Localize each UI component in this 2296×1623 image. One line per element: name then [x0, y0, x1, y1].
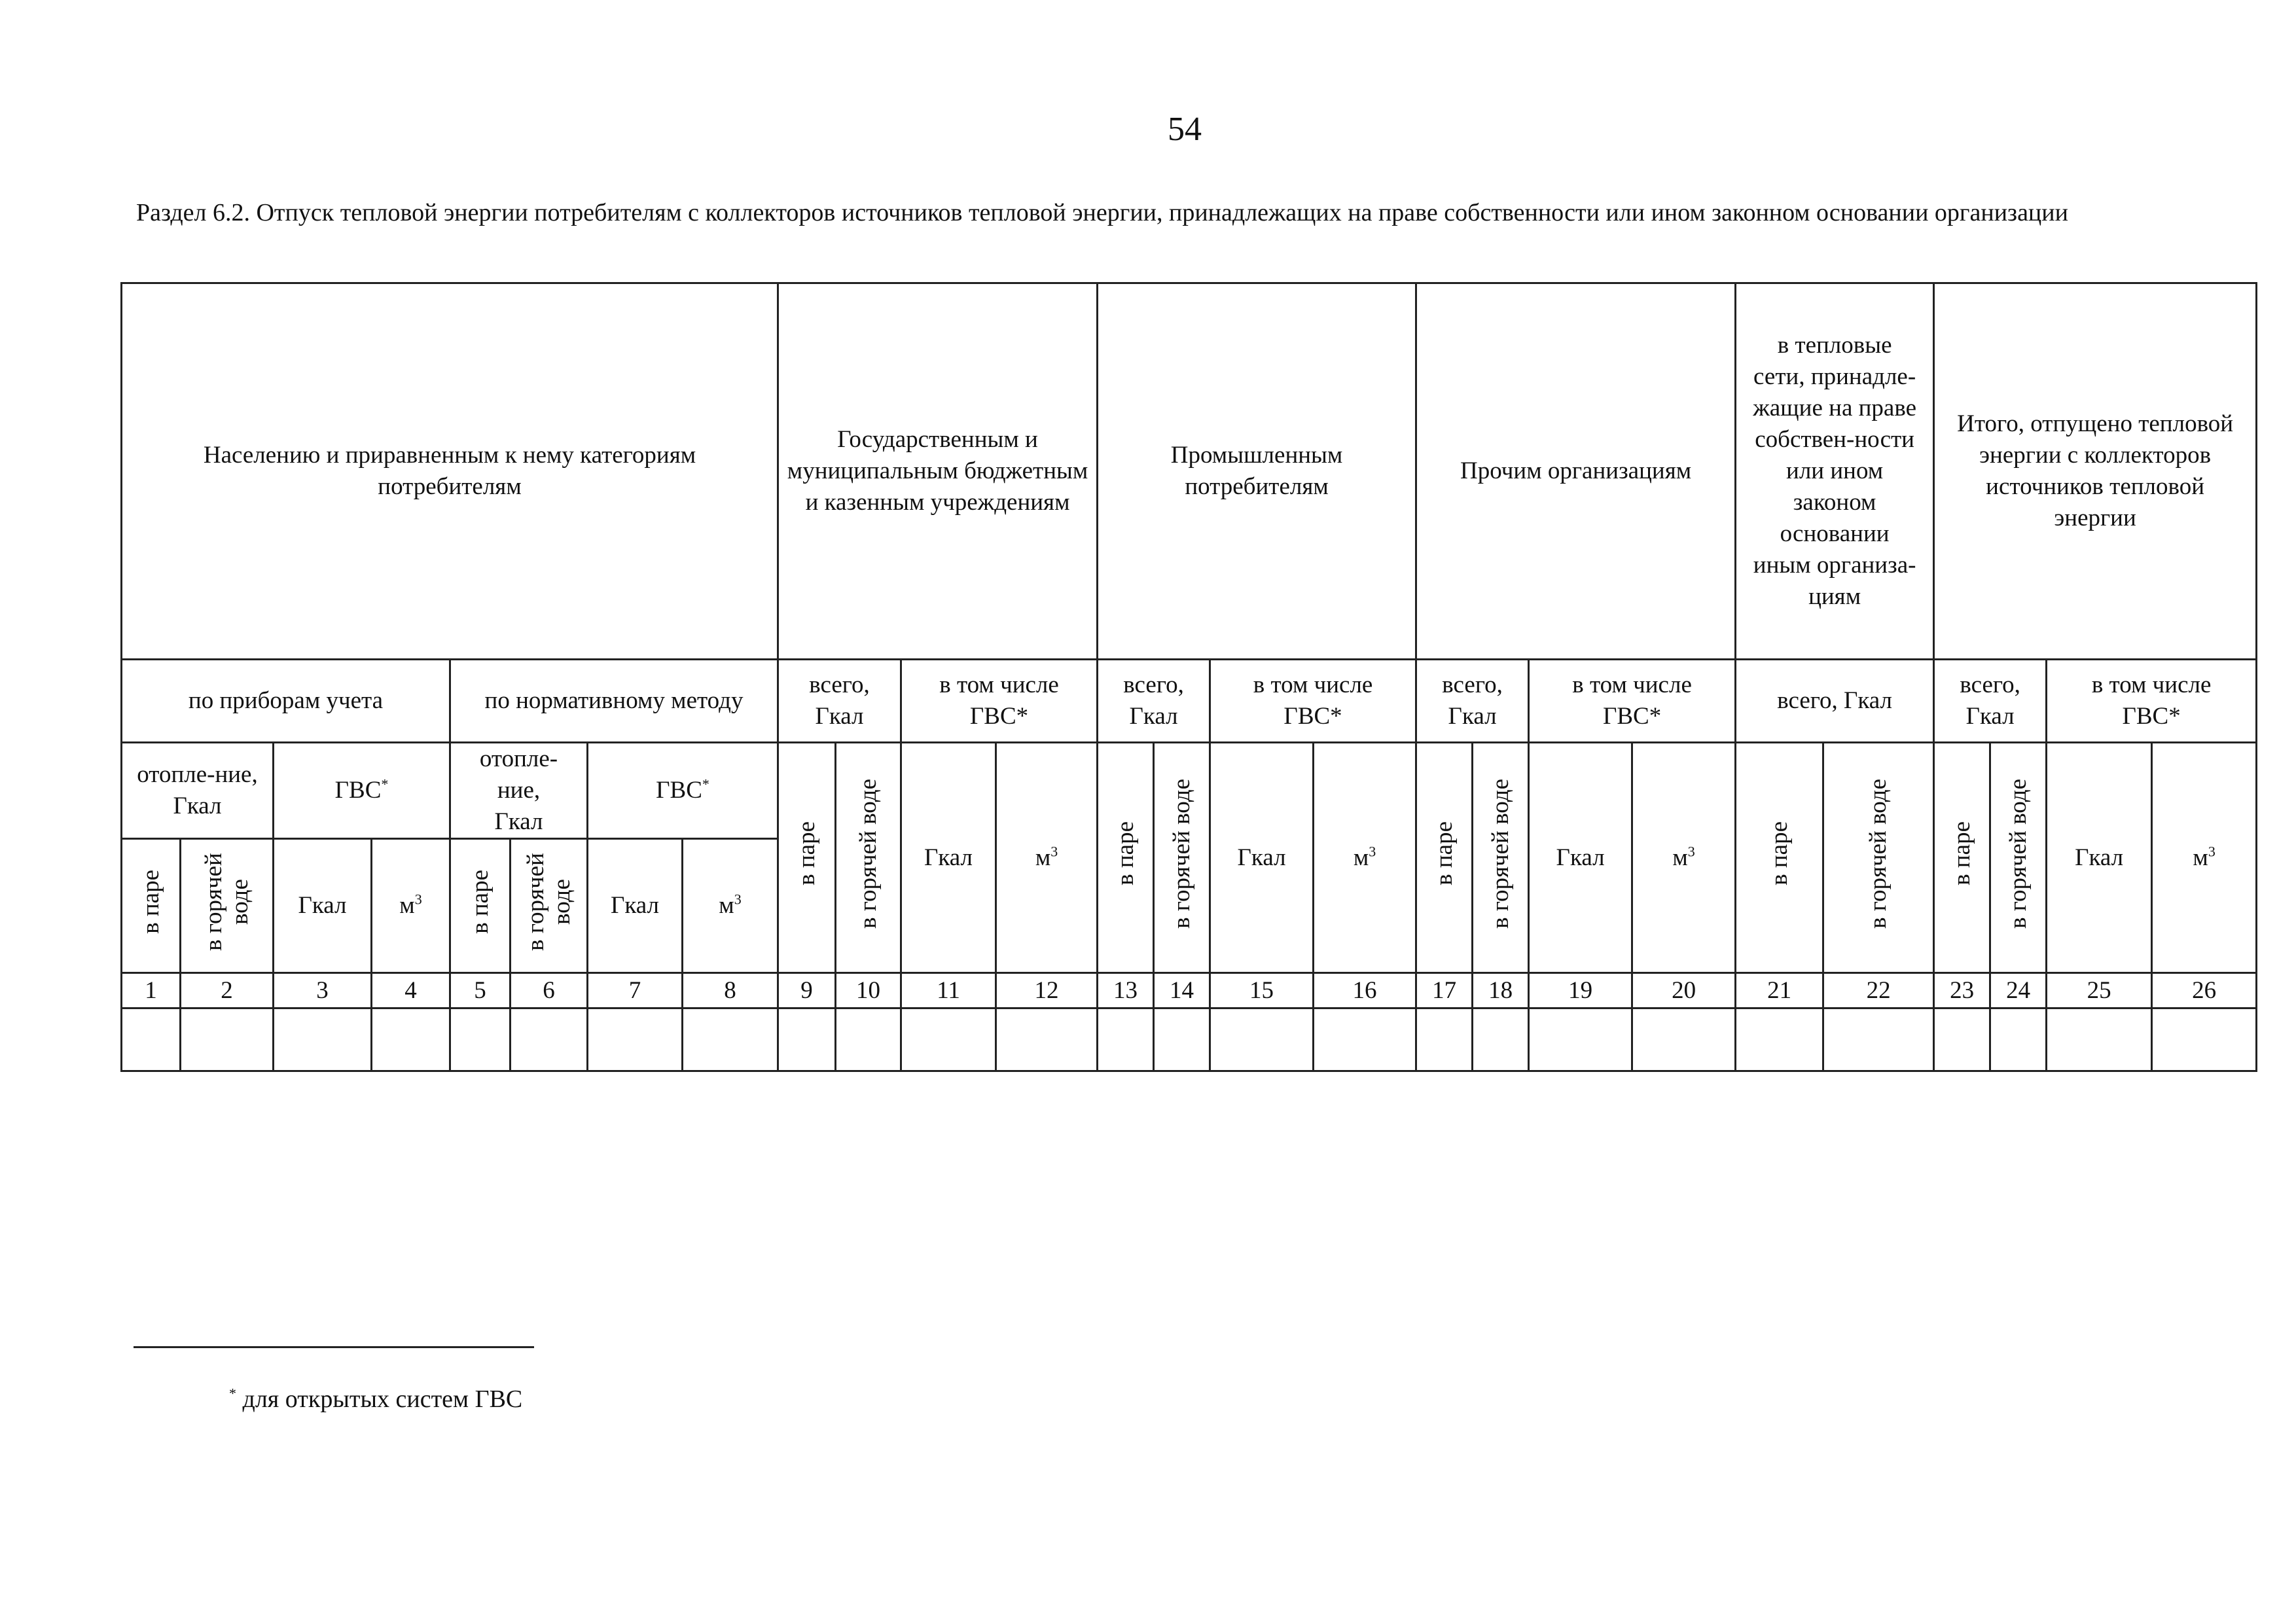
meters-gvs	[274, 743, 450, 839]
header-population: Населению и приравненным к нему категориям потребителям	[122, 283, 778, 660]
column-number: 3	[274, 973, 372, 1008]
meters-heating-gcal: отопле-ние, Гкал	[122, 743, 274, 839]
meters-gvs-star: *	[381, 776, 389, 793]
other-in-steam-label: в паре	[1430, 821, 1458, 885]
norm-m3-sup: 3	[734, 891, 742, 908]
state-gvs-gcal: Гкал	[901, 743, 996, 973]
column-number: 18	[1473, 973, 1529, 1008]
data-cell[interactable]	[1632, 1008, 1736, 1071]
meters-m3-sup: 3	[414, 891, 422, 908]
data-cell[interactable]	[2152, 1008, 2257, 1071]
total-gvs-gcal: Гкал	[2047, 743, 2152, 973]
column-number: 24	[1990, 973, 2047, 1008]
header-heat-networks: в тепловые сети, принадле-жащие на праве собствен-ности или ином законом основании иным организа-циям	[1736, 283, 1934, 660]
column-number: 25	[2047, 973, 2152, 1008]
column-number: 2	[181, 973, 274, 1008]
meters-heating-in-hot-water	[181, 839, 274, 973]
column-number: 20	[1632, 973, 1736, 1008]
state-in-hot-water-label: в горячей воде	[854, 778, 882, 929]
header-industrial: Промышленным потребителям	[1098, 283, 1416, 660]
total-in-hot-water	[1990, 743, 2047, 973]
data-cell[interactable]	[1473, 1008, 1529, 1071]
data-cell[interactable]	[1529, 1008, 1632, 1071]
total-m3-label: м	[2193, 844, 2208, 871]
meters-gvs-m3	[372, 839, 450, 973]
norm-gvs	[588, 743, 778, 839]
data-cell[interactable]	[1154, 1008, 1210, 1071]
subheader-by-meters: по приборам учета	[122, 660, 450, 743]
networks-in-steam-label: в паре	[1765, 821, 1793, 885]
industrial-in-hot-water	[1154, 743, 1210, 973]
data-entry-row	[122, 1008, 2257, 1071]
data-cell[interactable]	[1736, 1008, 1823, 1071]
column-number: 19	[1529, 973, 1632, 1008]
industrial-total-gcal: всего, Гкал	[1098, 660, 1210, 743]
data-cell[interactable]	[836, 1008, 901, 1071]
other-in-steam	[1416, 743, 1473, 973]
column-numbers-row	[122, 973, 2257, 1008]
norm-gvs-label: ГВС	[656, 777, 702, 804]
meters-gvs-gcal: Гкал	[274, 839, 372, 973]
data-cell[interactable]	[1823, 1008, 1934, 1071]
data-cell[interactable]	[450, 1008, 511, 1071]
other-m3-sup: 3	[1687, 843, 1695, 860]
total-in-steam-label: в паре	[1948, 821, 1975, 885]
header-state-institutions: Государственным и муниципальным бюджетным и казенным учреждениям	[778, 283, 1098, 660]
other-gvs-m3	[1632, 743, 1736, 973]
other-m3-label: м	[1672, 844, 1688, 871]
state-total-gcal: всего, Гкал	[778, 660, 901, 743]
total-in-steam	[1934, 743, 1990, 973]
total-incl-gvs: в том числе ГВС*	[2047, 660, 2257, 743]
column-number: 8	[683, 973, 778, 1008]
column-number: 5	[450, 973, 511, 1008]
meters-m3-label: м	[399, 892, 415, 919]
data-cell[interactable]	[588, 1008, 683, 1071]
column-number: 14	[1154, 973, 1210, 1008]
data-cell[interactable]	[778, 1008, 836, 1071]
state-in-steam-label: в паре	[793, 821, 820, 885]
norm-in-steam-label: в паре	[466, 869, 493, 934]
meters-in-hot-water-label: в горячей воде	[200, 852, 253, 951]
data-cell[interactable]	[683, 1008, 778, 1071]
state-m3-label: м	[1035, 844, 1051, 871]
data-cell[interactable]	[1990, 1008, 2047, 1071]
industrial-in-steam-label: в паре	[1111, 821, 1139, 885]
data-cell[interactable]	[1314, 1008, 1416, 1071]
column-number: 1	[122, 973, 181, 1008]
other-incl-gvs: в том числе ГВС*	[1529, 660, 1736, 743]
page-number: 54	[1168, 111, 1202, 148]
networks-in-hot-water	[1823, 743, 1934, 973]
meters-in-steam-label: в паре	[137, 869, 164, 934]
data-cell[interactable]	[1934, 1008, 1990, 1071]
data-cell[interactable]	[901, 1008, 996, 1071]
data-cell[interactable]	[372, 1008, 450, 1071]
norm-gvs-gcal: Гкал	[588, 839, 683, 973]
total-gvs-m3	[2152, 743, 2257, 973]
header-total-released: Итого, отпущено тепловой энергии с коллекторов источников тепловой энергии	[1934, 283, 2257, 660]
meters-heating-in-steam	[122, 839, 181, 973]
footnote-text: для открытых систем ГВС	[242, 1385, 523, 1413]
data-cell[interactable]	[996, 1008, 1098, 1071]
norm-heating-gcal: отопле-ние, Гкал	[450, 743, 588, 839]
column-number: 9	[778, 973, 836, 1008]
subheader-by-norm: по нормативному методу	[450, 660, 778, 743]
data-cell[interactable]	[274, 1008, 372, 1071]
industrial-m3-sup: 3	[1369, 843, 1376, 860]
norm-heating-in-hot-water	[511, 839, 588, 973]
column-number: 13	[1098, 973, 1154, 1008]
footnote	[229, 1385, 522, 1414]
state-m3-sup: 3	[1050, 843, 1058, 860]
state-gvs-m3	[996, 743, 1098, 973]
industrial-gvs-m3	[1314, 743, 1416, 973]
column-number: 6	[511, 973, 588, 1008]
column-number: 4	[372, 973, 450, 1008]
column-number: 16	[1314, 973, 1416, 1008]
data-cell[interactable]	[2047, 1008, 2152, 1071]
total-total-gcal: всего, Гкал	[1934, 660, 2047, 743]
footnote-rule	[134, 1346, 534, 1348]
industrial-incl-gvs: в том числе ГВС*	[1210, 660, 1416, 743]
total-in-hot-water-label: в горячей воде	[2004, 778, 2032, 929]
data-cell[interactable]	[511, 1008, 588, 1071]
industrial-in-hot-water-label: в горячей воде	[1168, 778, 1195, 929]
norm-m3-label: м	[719, 892, 734, 919]
networks-in-steam	[1736, 743, 1823, 973]
column-number: 12	[996, 973, 1098, 1008]
industrial-in-steam	[1098, 743, 1154, 973]
column-number: 11	[901, 973, 996, 1008]
column-number: 22	[1823, 973, 1934, 1008]
other-in-hot-water	[1473, 743, 1529, 973]
industrial-m3-label: м	[1353, 844, 1369, 871]
norm-heating-in-steam	[450, 839, 511, 973]
networks-in-hot-water-label: в горячей воде	[1865, 778, 1892, 929]
meters-gvs-label: ГВС	[334, 777, 382, 804]
column-number: 26	[2152, 973, 2257, 1008]
norm-in-hot-water-label: в горячей воде	[522, 852, 575, 951]
state-in-hot-water	[836, 743, 901, 973]
footnote-mark: *	[229, 1385, 236, 1402]
data-cell[interactable]	[1210, 1008, 1314, 1071]
data-cell[interactable]	[181, 1008, 274, 1071]
data-cell[interactable]	[1098, 1008, 1154, 1071]
column-number: 21	[1736, 973, 1823, 1008]
norm-gvs-m3	[683, 839, 778, 973]
data-cell[interactable]	[1416, 1008, 1473, 1071]
total-m3-sup: 3	[2208, 843, 2215, 860]
column-number: 10	[836, 973, 901, 1008]
other-total-gcal: всего, Гкал	[1416, 660, 1529, 743]
state-in-steam	[778, 743, 836, 973]
column-number: 7	[588, 973, 683, 1008]
data-cell[interactable]	[122, 1008, 181, 1071]
other-gvs-gcal: Гкал	[1529, 743, 1632, 973]
state-incl-gvs: в том числе ГВС*	[901, 660, 1098, 743]
heat-release-table	[120, 282, 2257, 1072]
column-number: 15	[1210, 973, 1314, 1008]
industrial-gvs-gcal: Гкал	[1210, 743, 1314, 973]
other-in-hot-water-label: в горячей воде	[1486, 778, 1514, 929]
column-number: 23	[1934, 973, 1990, 1008]
networks-total-gcal: всего, Гкал	[1736, 660, 1934, 743]
section-title: Раздел 6.2. Отпуск тепловой энергии потребителям с коллекторов источников тепловой энергии, принадлежащих на праве собственности или ином законном основании организации	[136, 199, 2068, 226]
norm-gvs-star: *	[702, 776, 709, 793]
header-other-organizations: Прочим организациям	[1416, 283, 1736, 660]
column-number: 17	[1416, 973, 1473, 1008]
